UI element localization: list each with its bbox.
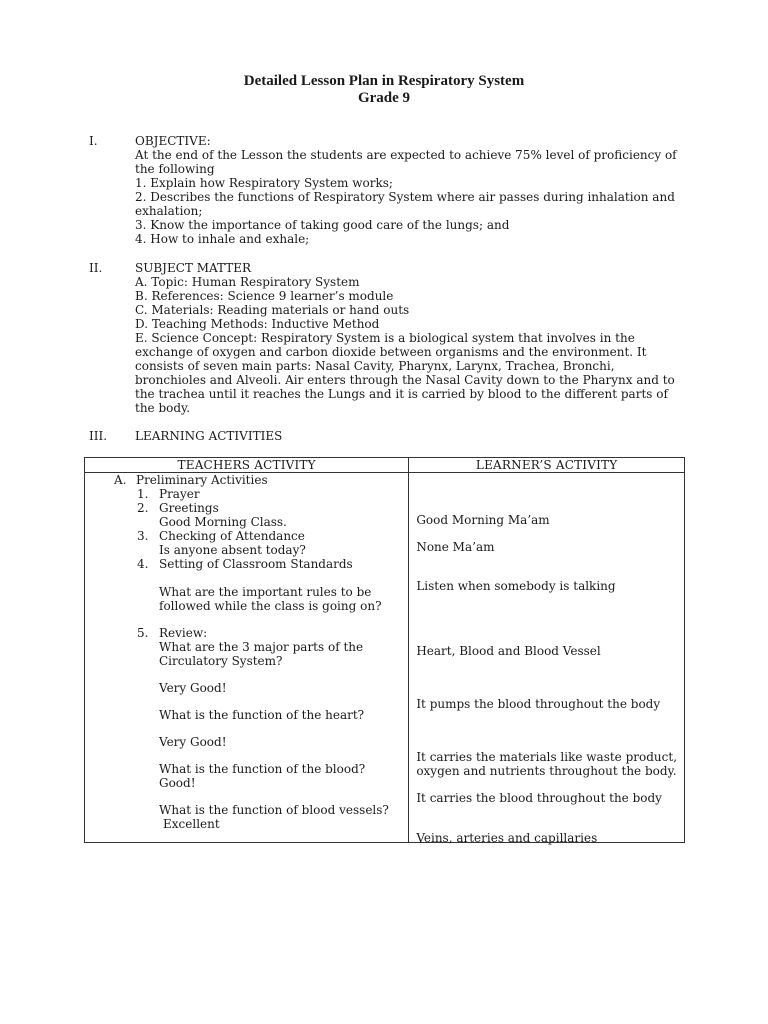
science-concept: E. Science Concept: Respiratory System is a biological system that involves in the exchange of oxygen and carbon dioxide between organisms and the environment. It consists of seven main parts: Nasal Cavity, Pharynx, Larynx, Trachea, Bronchi, bronchioles and Alveoli. Air enters through the Nasal Cavity down to the Pharynx and to the trachea until it reaches the Lungs and it is carried by blood to the different parts of the body. bbox=[135, 331, 675, 415]
vessel-question: What is the function of blood vessels? bbox=[159, 803, 389, 817]
list-label: A. bbox=[114, 473, 127, 487]
objective-item: 4. How to inhale and exhale; bbox=[135, 232, 310, 246]
greetings-label: Greetings bbox=[159, 501, 219, 515]
parts-question: Circulatory System? bbox=[159, 654, 283, 668]
praise: Excellent bbox=[163, 817, 220, 831]
heart-question: What is the function of the heart? bbox=[159, 708, 365, 722]
list-number: 4. bbox=[137, 557, 149, 571]
learner-response: Good Morning Ma’am bbox=[416, 513, 550, 527]
subject-item: C. Materials: Reading materials or hand outs bbox=[135, 303, 410, 317]
subject-item: B. References: Science 9 learner’s module bbox=[135, 289, 394, 303]
objective-body bbox=[135, 148, 680, 246]
rules-question: followed while the class is going on? bbox=[159, 599, 382, 613]
subject-item: D. Teaching Methods: Inductive Method bbox=[135, 317, 380, 331]
learner-response: Heart, Blood and Blood Vessel bbox=[416, 644, 601, 658]
section-heading-activities: LEARNING ACTIVITIES bbox=[135, 429, 283, 443]
preliminary-activities: Preliminary Activities bbox=[136, 473, 268, 487]
learner-response: It pumps the blood throughout the body bbox=[416, 697, 661, 711]
learner-response: Veins, arteries and capillaries bbox=[416, 831, 598, 845]
standards-label: Setting of Classroom Standards bbox=[159, 557, 353, 571]
subject-item: A. Topic: Human Respiratory System bbox=[135, 275, 360, 289]
parts-question: What are the 3 major parts of the bbox=[159, 640, 364, 654]
absent-question: Is anyone absent today? bbox=[159, 543, 306, 557]
praise: Very Good! bbox=[159, 735, 227, 749]
learner-response: Listen when somebody is talking bbox=[416, 579, 616, 593]
header-teachers-activity: TEACHERS ACTIVITY bbox=[85, 458, 409, 473]
praise: Very Good! bbox=[159, 681, 227, 695]
objective-intro: At the end of the Lesson the students are expected to achieve 75% level of proficiency of the following bbox=[135, 148, 677, 176]
learner-response: None Ma’am bbox=[416, 540, 495, 554]
section-heading-subject: SUBJECT MATTER bbox=[135, 261, 252, 275]
table-row bbox=[85, 473, 685, 843]
objective-item: 1. Explain how Respiratory System works; bbox=[135, 176, 393, 190]
attendance-label: Checking of Attendance bbox=[159, 529, 305, 543]
header-learners-activity: LEARNER’S ACTIVITY bbox=[409, 458, 685, 473]
review-label: Review: bbox=[159, 626, 208, 640]
rules-question: What are the important rules to be bbox=[159, 585, 372, 599]
learner-cell bbox=[409, 473, 685, 843]
list-number: 1. bbox=[137, 487, 149, 501]
learner-response: oxygen and nutrients throughout the body. bbox=[416, 764, 677, 778]
list-number: 2. bbox=[137, 501, 149, 515]
section-number-activities: III. bbox=[89, 429, 108, 443]
blood-question: What is the function of the blood? bbox=[159, 762, 366, 776]
section-number-subject: II. bbox=[89, 261, 103, 275]
learner-response: It carries the materials like waste product, bbox=[416, 750, 678, 764]
subject-body bbox=[135, 275, 680, 415]
teacher-cell bbox=[85, 473, 409, 843]
title-line-1: Detailed Lesson Plan in Respiratory System bbox=[243, 73, 525, 89]
prayer-label: Prayer bbox=[159, 487, 200, 501]
list-number: 3. bbox=[137, 529, 149, 543]
objective-item: 2. Describes the functions of Respiratory System where air passes during inhalation and exhalation; bbox=[135, 190, 675, 218]
section-number-objective: I. bbox=[89, 134, 98, 148]
title-line-2: Grade 9 bbox=[357, 90, 411, 106]
activities-table bbox=[84, 457, 685, 843]
document-title bbox=[0, 73, 768, 107]
objective-item: 3. Know the importance of taking good care of the lungs; and bbox=[135, 218, 510, 232]
table-header-row bbox=[85, 458, 685, 473]
list-number: 5. bbox=[137, 626, 149, 640]
teacher-greeting: Good Morning Class. bbox=[159, 515, 287, 529]
section-heading-objective: OBJECTIVE: bbox=[135, 134, 211, 148]
praise: Good! bbox=[159, 776, 196, 790]
learner-response: It carries the blood throughout the body bbox=[416, 791, 662, 805]
